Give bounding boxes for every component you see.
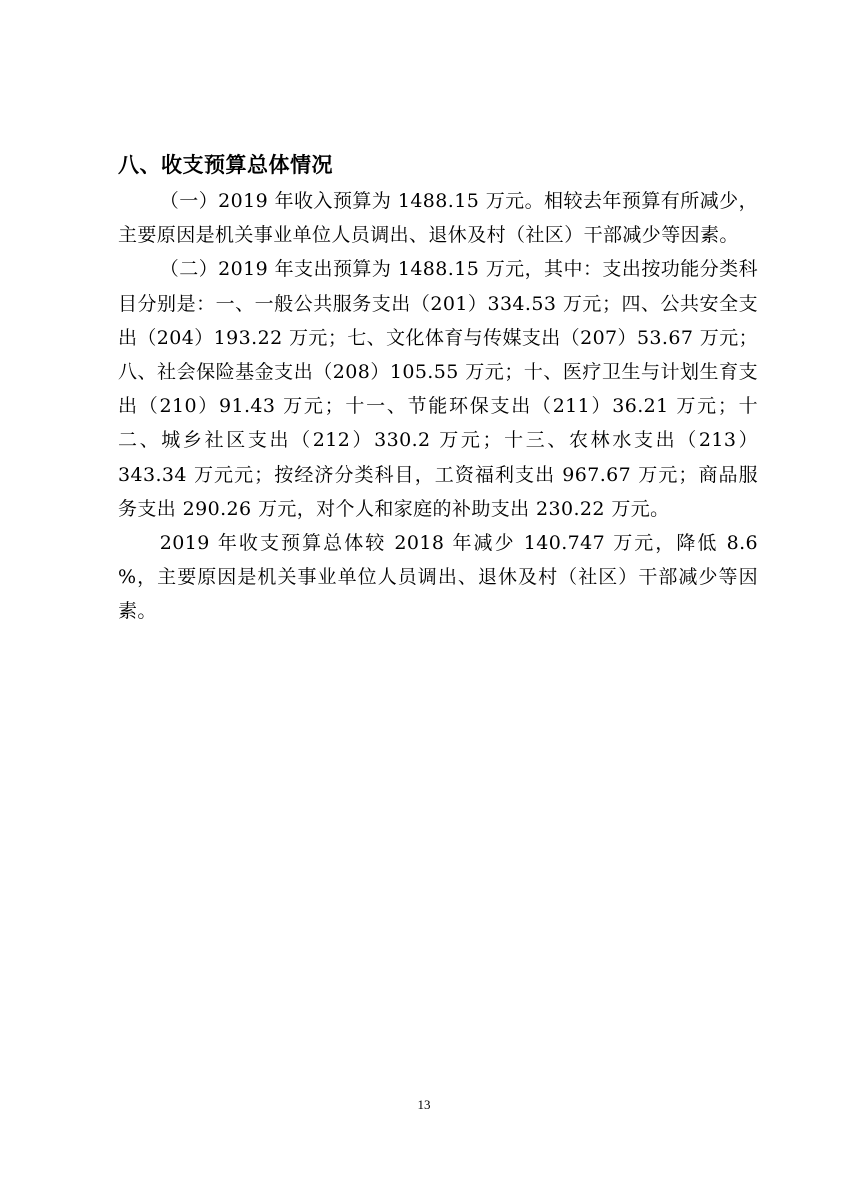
paragraph-income-budget: （一）2019 年收入预算为 1488.15 万元。相较去年预算有所减少，主要原因是机关事业单位人员调出、退休及村（社区）干部减少等因素。 bbox=[118, 190, 758, 247]
section-heading: 八、收支预算总体情况 bbox=[118, 153, 333, 177]
page-number: 13 bbox=[417, 1097, 431, 1112]
body-text bbox=[118, 184, 758, 629]
paragraph-expenditure-budget: （二）2019 年支出预算为 1488.15 万元，其中：支出按功能分类科目分别是：一、一般公共服务支出（201）334.53 万元；四、公共安全支出（204）193.22 万元；七、文化体育与传媒支出（207）53.67 万元；八、社会保险基金支出（208）105.55 万元；十、医疗卫生与计划生育支出（210）91.43 万元；十一、节能环保支出（211）36.21 万元；十二、城乡社区支出（212）330.2 万元；十三、农林水支出（213）343.34 万元元；按经济分类科目，工资福利支出 967.67 万元；商品服务支出 290.26 万元，对个人和家庭的补助支出 230.22 万元。 bbox=[118, 258, 758, 520]
paragraph-overall-change: 2019 年收支预算总体较 2018 年减少 140.747 万元，降低 8.6 %，主要原因是机关事业单位人员调出、退休及村（社区）干部减少等因素。 bbox=[118, 532, 758, 623]
